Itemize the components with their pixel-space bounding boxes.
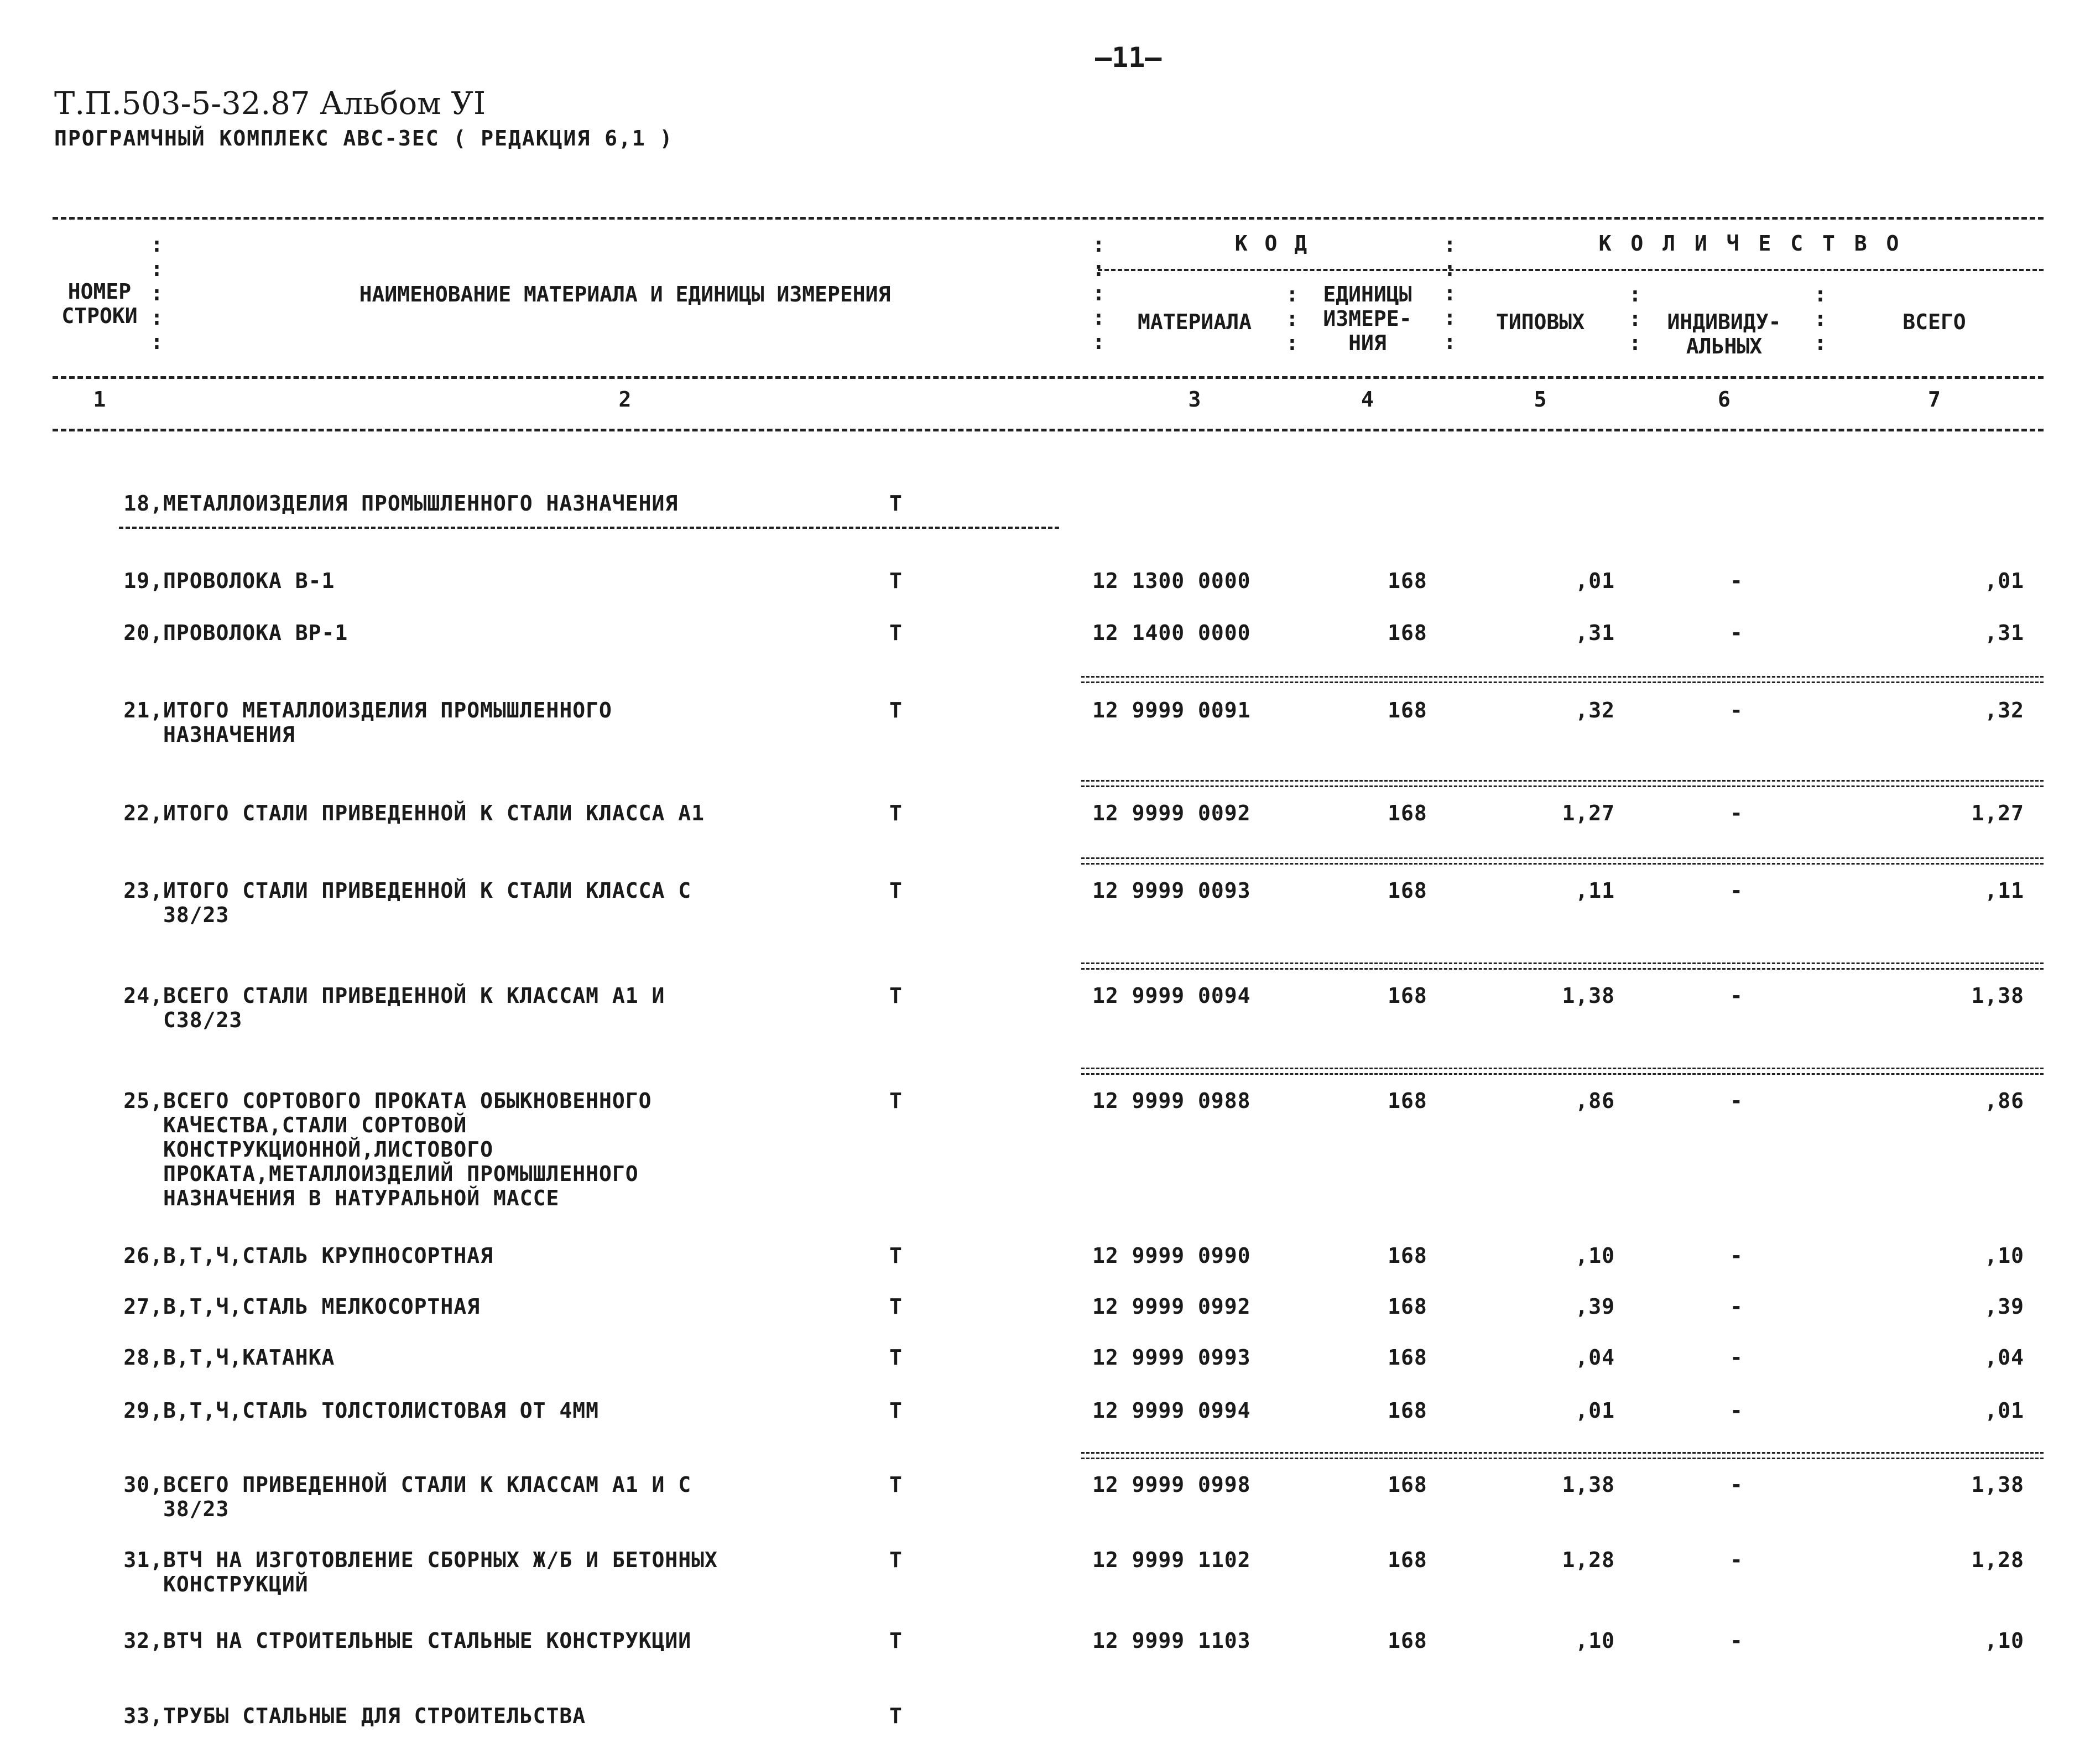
unit-code: 168 bbox=[1388, 1398, 1427, 1423]
double-rule bbox=[1081, 1452, 2044, 1459]
header-separator: : : : : : bbox=[150, 232, 163, 354]
unit: Т bbox=[889, 569, 903, 593]
unit: Т bbox=[889, 878, 903, 903]
unit: Т bbox=[889, 801, 903, 825]
column-number: 1 bbox=[93, 387, 106, 412]
unit: Т bbox=[889, 1089, 903, 1113]
header-total: ВСЕГО bbox=[1903, 310, 1966, 334]
individual-quantity: - bbox=[1730, 984, 1743, 1008]
total-quantity: ,39 bbox=[1984, 1294, 2024, 1319]
material-code: 12 9999 0998 bbox=[1092, 1472, 1251, 1497]
unit-code: 168 bbox=[1388, 1472, 1427, 1497]
column-number: 7 bbox=[1928, 387, 1941, 412]
material-code: 12 9999 0992 bbox=[1092, 1294, 1251, 1319]
header-separator: : : : bbox=[1814, 282, 1827, 355]
row-number: 29, bbox=[123, 1398, 163, 1423]
header-quantity-group: К О Л И Ч Е С Т В О bbox=[1598, 231, 1903, 256]
total-quantity: 1,27 bbox=[1971, 801, 2024, 825]
material-name: ИТОГО МЕТАЛЛОИЗДЕЛИЯ ПРОМЫШЛЕННОГО НАЗНАЧЕНИЯ bbox=[163, 698, 612, 747]
column-number: 2 bbox=[618, 387, 632, 412]
total-quantity: 1,38 bbox=[1971, 1472, 2024, 1497]
row-number: 25, bbox=[123, 1089, 163, 1113]
typical-quantity: ,10 bbox=[1575, 1628, 1615, 1653]
document-title: Т.П.503-5-32.87 Альбом УІ bbox=[54, 86, 486, 122]
unit: Т bbox=[889, 1628, 903, 1653]
typical-quantity: ,01 bbox=[1575, 1398, 1615, 1423]
unit: Т bbox=[889, 1398, 903, 1423]
material-name: ПРОВОЛОКА В-1 bbox=[163, 569, 335, 593]
total-quantity: ,04 bbox=[1984, 1345, 2024, 1370]
header-row-number: НОМЕР СТРОКИ bbox=[61, 279, 138, 328]
program-line: ПРОГРАМЧНЫЙ КОМПЛЕКС АВС-3ЕС ( РЕДАКЦИЯ 6,1 ) bbox=[54, 126, 674, 150]
row-number: 27, bbox=[123, 1294, 163, 1319]
material-code: 12 9999 0091 bbox=[1092, 698, 1251, 722]
row-number: 21, bbox=[123, 698, 163, 722]
material-name: ТРУБЫ СТАЛЬНЫЕ ДЛЯ СТРОИТЕЛЬСТВА bbox=[163, 1704, 586, 1728]
material-name: ВСЕГО СТАЛИ ПРИВЕДЕННОЙ К КЛАССАМ А1 И С38/23 bbox=[163, 984, 665, 1032]
header-separator: : : : bbox=[1286, 282, 1299, 355]
total-quantity: ,10 bbox=[1984, 1243, 2024, 1268]
header-code-group: К О Д bbox=[1234, 231, 1310, 256]
individual-quantity: - bbox=[1730, 569, 1743, 593]
unit: Т bbox=[889, 1548, 903, 1572]
total-quantity: 1,28 bbox=[1971, 1548, 2024, 1572]
material-name: В,Т,Ч,СТАЛЬ КРУПНОСОРТНАЯ bbox=[163, 1243, 493, 1268]
row-number: 23, bbox=[123, 878, 163, 903]
total-quantity: ,10 bbox=[1984, 1628, 2024, 1653]
header-group-rule bbox=[1098, 269, 2044, 271]
unit-code: 168 bbox=[1388, 569, 1427, 593]
material-name: ИТОГО СТАЛИ ПРИВЕДЕННОЙ К СТАЛИ КЛАССА С 38/23 bbox=[163, 878, 692, 927]
material-code: 12 9999 1102 bbox=[1092, 1548, 1251, 1572]
material-name: ВСЕГО ПРИВЕДЕННОЙ СТАЛИ К КЛАССАМ А1 И С 38/23 bbox=[163, 1472, 692, 1521]
unit-code: 168 bbox=[1388, 1294, 1427, 1319]
individual-quantity: - bbox=[1730, 1089, 1743, 1113]
unit: Т bbox=[889, 621, 903, 645]
unit-code: 168 bbox=[1388, 698, 1427, 722]
header-separator: : : : : : bbox=[1092, 232, 1105, 354]
header-separator: : : : : : bbox=[1443, 232, 1456, 354]
material-name: В,Т,Ч,КАТАНКА bbox=[163, 1345, 335, 1370]
typical-quantity: ,01 bbox=[1575, 569, 1615, 593]
material-code: 12 9999 0093 bbox=[1092, 878, 1251, 903]
total-quantity: ,01 bbox=[1984, 569, 2024, 593]
header-individual: ИНДИВИДУ- АЛЬНЫХ bbox=[1667, 310, 1781, 358]
typical-quantity: 1,38 bbox=[1562, 1472, 1615, 1497]
material-code: 12 9999 0993 bbox=[1092, 1345, 1251, 1370]
header-unit-code: ЕДИНИЦЫ ИЗМЕРЕ- НИЯ bbox=[1323, 282, 1412, 355]
typical-quantity: ,04 bbox=[1575, 1345, 1615, 1370]
row-number: 33, bbox=[123, 1704, 163, 1728]
row-number: 24, bbox=[123, 984, 163, 1008]
column-number: 4 bbox=[1361, 387, 1374, 412]
header-typical: ТИПОВЫХ bbox=[1495, 310, 1585, 334]
unit: Т bbox=[889, 1345, 903, 1370]
unit-code: 168 bbox=[1388, 1089, 1427, 1113]
individual-quantity: - bbox=[1730, 1345, 1743, 1370]
material-code: 12 1400 0000 bbox=[1092, 621, 1251, 645]
unit-code: 168 bbox=[1388, 984, 1427, 1008]
individual-quantity: - bbox=[1730, 1294, 1743, 1319]
header-name: НАИМЕНОВАНИЕ МАТЕРИАЛА И ЕДИНИЦЫ ИЗМЕРЕНИЯ bbox=[359, 282, 891, 306]
row-number: 22, bbox=[123, 801, 163, 825]
row-number: 30, bbox=[123, 1472, 163, 1497]
material-name: В,Т,Ч,СТАЛЬ МЕЛКОСОРТНАЯ bbox=[163, 1294, 481, 1319]
material-code: 12 9999 0990 bbox=[1092, 1243, 1251, 1268]
section-underline bbox=[119, 527, 1059, 529]
material-code: 12 9999 0988 bbox=[1092, 1089, 1251, 1113]
individual-quantity: - bbox=[1730, 801, 1743, 825]
header-material-code: МАТЕРИАЛА bbox=[1138, 310, 1252, 334]
page-number: —11— bbox=[1095, 41, 1162, 74]
typical-quantity: ,11 bbox=[1575, 878, 1615, 903]
unit: Т bbox=[889, 698, 903, 722]
unit: Т bbox=[889, 984, 903, 1008]
total-quantity: ,86 bbox=[1984, 1089, 2024, 1113]
unit: Т bbox=[889, 1294, 903, 1319]
material-name: ПРОВОЛОКА ВР-1 bbox=[163, 621, 348, 645]
individual-quantity: - bbox=[1730, 1472, 1743, 1497]
column-number: 6 bbox=[1718, 387, 1731, 412]
unit: Т bbox=[889, 1704, 903, 1728]
material-name: ВТЧ НА ИЗГОТОВЛЕНИЕ СБОРНЫХ Ж/Б И БЕТОННЫХ КОНСТРУКЦИЙ bbox=[163, 1548, 718, 1596]
total-quantity: 1,38 bbox=[1971, 984, 2024, 1008]
material-code: 12 1300 0000 bbox=[1092, 569, 1251, 593]
material-name: МЕТАЛЛОИЗДЕЛИЯ ПРОМЫШЛЕННОГО НАЗНАЧЕНИЯ bbox=[163, 491, 679, 516]
header-separator: : : : bbox=[1629, 282, 1641, 355]
material-code: 12 9999 0094 bbox=[1092, 984, 1251, 1008]
material-name: ИТОГО СТАЛИ ПРИВЕДЕННОЙ К СТАЛИ КЛАССА А1 bbox=[163, 801, 705, 825]
header-top-rule bbox=[53, 217, 2044, 220]
material-code: 12 9999 1103 bbox=[1092, 1628, 1251, 1653]
row-number: 19, bbox=[123, 569, 163, 593]
double-rule bbox=[1081, 780, 2044, 787]
individual-quantity: - bbox=[1730, 621, 1743, 645]
double-rule bbox=[1081, 676, 2044, 683]
typical-quantity: ,31 bbox=[1575, 621, 1615, 645]
unit: Т bbox=[889, 1472, 903, 1497]
material-name: В,Т,Ч,СТАЛЬ ТОЛСТОЛИСТОВАЯ ОТ 4ММ bbox=[163, 1398, 599, 1423]
unit-code: 168 bbox=[1388, 878, 1427, 903]
double-rule bbox=[1081, 1068, 2044, 1075]
total-quantity: ,32 bbox=[1984, 698, 2024, 722]
typical-quantity: ,10 bbox=[1575, 1243, 1615, 1268]
material-name: ВСЕГО СОРТОВОГО ПРОКАТА ОБЫКНОВЕННОГО КАЧЕСТВА,СТАЛИ СОРТОВОЙ КОНСТРУКЦИОННОЙ,ЛИСТОВОГО ПРОКАТА,МЕТАЛЛОИЗДЕЛИЙ ПРОМЫШЛЕННОГО НАЗНАЧЕНИЯ В НАТУРАЛЬНОЙ МАССЕ bbox=[163, 1089, 652, 1210]
material-code: 12 9999 0092 bbox=[1092, 801, 1251, 825]
unit: Т bbox=[889, 1243, 903, 1268]
column-number: 3 bbox=[1188, 387, 1201, 412]
row-number: 28, bbox=[123, 1345, 163, 1370]
typical-quantity: ,39 bbox=[1575, 1294, 1615, 1319]
unit-code: 168 bbox=[1388, 1548, 1427, 1572]
material-name: ВТЧ НА СТРОИТЕЛЬНЫЕ СТАЛЬНЫЕ КОНСТРУКЦИИ bbox=[163, 1628, 692, 1653]
total-quantity: ,01 bbox=[1984, 1398, 2024, 1423]
unit-code: 168 bbox=[1388, 621, 1427, 645]
individual-quantity: - bbox=[1730, 878, 1743, 903]
unit-code: 168 bbox=[1388, 1243, 1427, 1268]
double-rule bbox=[1081, 962, 2044, 970]
double-rule bbox=[1081, 857, 2044, 865]
row-number: 20, bbox=[123, 621, 163, 645]
column-number: 5 bbox=[1534, 387, 1547, 412]
row-number: 31, bbox=[123, 1548, 163, 1572]
typical-quantity: 1,27 bbox=[1562, 801, 1615, 825]
typical-quantity: ,86 bbox=[1575, 1089, 1615, 1113]
row-number: 26, bbox=[123, 1243, 163, 1268]
total-quantity: ,31 bbox=[1984, 621, 2024, 645]
unit: Т bbox=[889, 491, 903, 516]
typical-quantity: ,32 bbox=[1575, 698, 1615, 722]
typical-quantity: 1,38 bbox=[1562, 984, 1615, 1008]
individual-quantity: - bbox=[1730, 1628, 1743, 1653]
individual-quantity: - bbox=[1730, 1243, 1743, 1268]
unit-code: 168 bbox=[1388, 1345, 1427, 1370]
row-number: 32, bbox=[123, 1628, 163, 1653]
unit-code: 168 bbox=[1388, 1628, 1427, 1653]
unit-code: 168 bbox=[1388, 801, 1427, 825]
header-bottom-rule bbox=[53, 429, 2044, 431]
header-mid-rule bbox=[53, 376, 2044, 379]
row-number: 18, bbox=[123, 491, 163, 516]
individual-quantity: - bbox=[1730, 1398, 1743, 1423]
typical-quantity: 1,28 bbox=[1562, 1548, 1615, 1572]
individual-quantity: - bbox=[1730, 698, 1743, 722]
individual-quantity: - bbox=[1730, 1548, 1743, 1572]
total-quantity: ,11 bbox=[1984, 878, 2024, 903]
material-code: 12 9999 0994 bbox=[1092, 1398, 1251, 1423]
